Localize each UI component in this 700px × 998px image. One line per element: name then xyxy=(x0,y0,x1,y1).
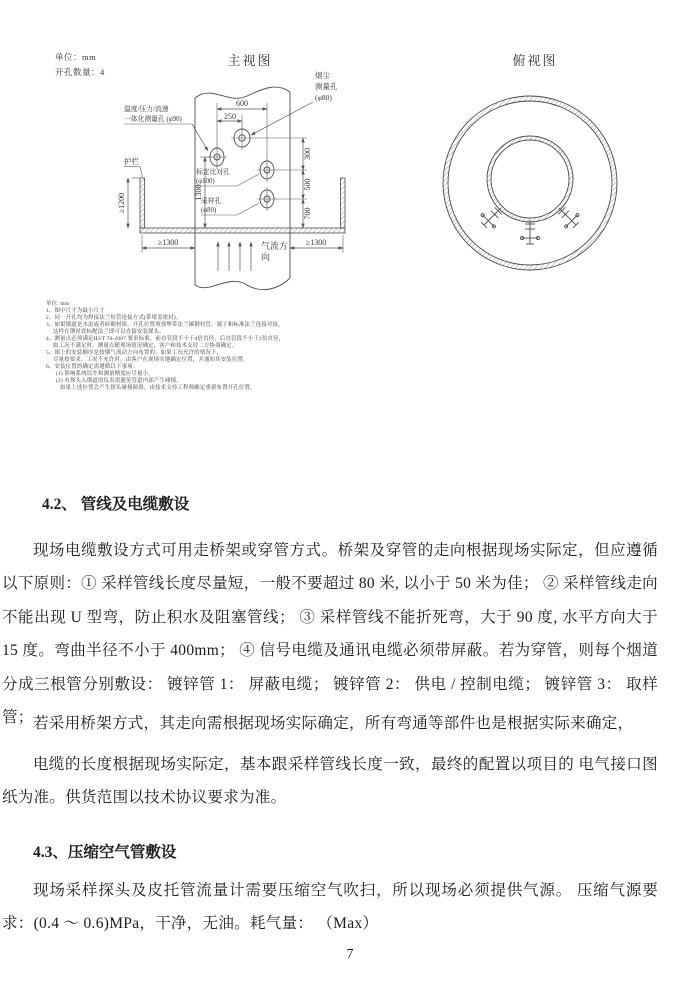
svg-text:温度/压力/流速: 温度/压力/流速 xyxy=(124,106,169,113)
compare-hole-label xyxy=(196,167,259,186)
calibration-compare-hole xyxy=(257,158,277,182)
svg-text:1300: 1300 xyxy=(194,184,203,201)
airflow-label: 气流方 xyxy=(261,241,289,251)
note-line: 1、图中尺寸为最小尺寸 xyxy=(46,308,105,314)
section-4-3-heading: 4.3、压缩空气管敷设 xyxy=(33,844,177,861)
top-view xyxy=(443,53,617,270)
dim-chain-right xyxy=(252,138,312,228)
svg-text:≥1300: ≥1300 xyxy=(157,238,179,247)
section-4-2-paragraph-1: 现场电缆敷设方式可用走桥架或穿管方式。桥架及穿管的走向根据现场实际定，但应遵循以下原则：① 采样管线长度尽量短，一般不要超过 80 米, 以小于 50 米为佳； ② 采样管线走向不能出现 U 型弯，防止积水及阻塞管线； ③ 采样管线不能折死弯，大于 90 度, 水平方向大于 15 度。弯曲半径不小于 400mm； ④ 信号电缆及通讯电缆必须带屏蔽。若为穿管，则每个烟道分成三根管分别敷设： 镀锌管 1： 屏蔽电缆； 镀锌管 2： 供电 / 控制电缆； 镀锌管 3： 取样管； xyxy=(2,542,658,727)
dim-ge1300-right xyxy=(290,235,343,253)
dust-hole-label xyxy=(251,70,338,135)
svg-text:护栏: 护栏 xyxy=(124,157,139,166)
airflow-arrows xyxy=(218,240,288,271)
note-line: 4、测量点必须满足HJ/T 76-2007 要求标准，前直管段不小于4倍直径，后直管段不小于2倍直径， xyxy=(46,336,285,342)
front-view xyxy=(117,53,345,290)
svg-text:700: 700 xyxy=(303,207,312,220)
note-line: 如果上述位置会产生探头碰撞障碍，由技术支持工程师确定重新布置开孔位置。 xyxy=(60,385,256,391)
section-4-3-paragraph-1: 现场采样探头及皮托管流量计需要压缩空气吹扫，所以现场必须提供气源。 压缩气源要求：(0.4 ～ 0.6)MPa，干净，无油。耗气量： （Max） xyxy=(2,882,658,933)
note-line: 5、图上的安装顺序是按烟气流动方向布置的，如果工况允许的情况下， xyxy=(46,350,223,356)
note-line: 如工况不满足时，测量点随现场情况确定，客户和技术支持二方协商确定。 xyxy=(53,343,238,349)
note-line: (1) 影响系统误差和测量精度应尽量小。 xyxy=(56,371,154,377)
dim-1300 xyxy=(194,157,211,228)
svg-text:采样孔: 采样孔 xyxy=(201,198,222,205)
svg-text:一体化测量孔 (φ90): 一体化测量孔 (φ90) xyxy=(124,116,182,123)
right-guardrail xyxy=(341,178,346,228)
svg-text:(φ80): (φ80) xyxy=(315,93,332,102)
svg-text:向: 向 xyxy=(261,252,271,262)
sample-hole-label xyxy=(201,196,259,215)
top-view-title: 俯视图 xyxy=(512,53,558,68)
note-line: 单位: mm xyxy=(46,301,70,307)
nozzle-bottom-right xyxy=(552,201,582,231)
svg-text:(φ100): (φ100) xyxy=(196,178,215,185)
page-number: 7 xyxy=(346,946,354,961)
svg-text:(φ80): (φ80) xyxy=(201,207,217,214)
unit-label: 单位：mm xyxy=(55,52,97,62)
svg-text:≥1300: ≥1300 xyxy=(305,238,327,247)
note-line: 这样在钢衬底标配法兰即可以直接安装探头。 xyxy=(53,329,165,335)
dim-ge1200 xyxy=(117,178,140,228)
svg-text:烟尘: 烟尘 xyxy=(315,71,330,80)
platform xyxy=(140,178,345,233)
section-4-2-heading: 4.2、 管线及电缆敷设 xyxy=(42,496,190,513)
sampling-hole xyxy=(257,187,277,211)
dim-ge1300-left xyxy=(142,235,195,253)
drawing-notes xyxy=(46,301,316,392)
svg-text:300: 300 xyxy=(303,148,312,160)
svg-text:测量孔: 测量孔 xyxy=(315,82,338,91)
note-line: 尽量按要求。工况不允许时，由客户在现场实地确定位置，并通知其安装位置。 xyxy=(53,357,249,363)
note-line: (2) 有探头入烟道的仪表需避免管道内部产生碰撞。 xyxy=(56,378,182,384)
guardrail-label xyxy=(124,156,143,177)
hole-count-label: 开孔数量：4 xyxy=(55,67,105,77)
svg-text:≥1200: ≥1200 xyxy=(117,192,126,214)
front-view-title: 主视图 xyxy=(227,53,273,68)
left-guardrail xyxy=(140,178,145,228)
svg-text:标定比对孔: 标定比对孔 xyxy=(196,169,230,176)
note-line: 3、如果烟道是水泥或者砖砌材质，开孔位置须预埋带法兰碳钢衬管，端子和标准法兰连接对接， xyxy=(46,322,284,328)
svg-text:500: 500 xyxy=(303,178,312,191)
note-line: 2、同一开孔均为焊接法兰短管连接方式(带堵盖密封)。 xyxy=(46,315,182,321)
technical-drawing xyxy=(40,45,660,300)
section-4-2-paragraph-3: 电缆的长度根据现场实际定，基本跟采样管线长度一致，最终的配置以项目的 电气接口图纸为准。供货范围以技术协议要求为准。 xyxy=(2,756,658,807)
note-line: 6、安装位置的确定需遵循以下事项： xyxy=(46,364,139,370)
dim-250 xyxy=(217,112,242,126)
nozzle-bottom-left xyxy=(477,201,507,231)
svg-text:250: 250 xyxy=(224,112,236,121)
duct-outline xyxy=(195,87,290,290)
dust-measurement-hole xyxy=(231,126,253,150)
nozzle-bottom xyxy=(521,220,540,244)
svg-text:600: 600 xyxy=(236,99,248,108)
section-4-2-paragraph-2: 若采用桥架方式，其走向需根据现场实际确定，所有弯通等部件也是根据实际来确定， xyxy=(33,715,634,732)
